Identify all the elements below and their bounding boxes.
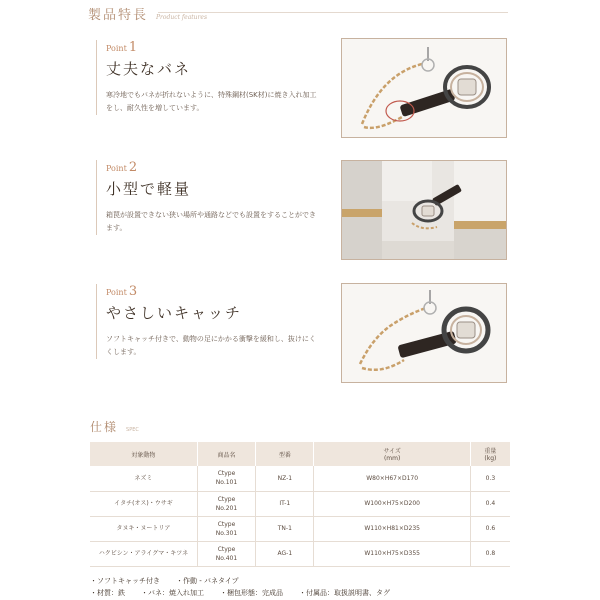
point-1-label <box>106 40 326 55</box>
note-soft-catch: ・ソフトキャッチ付き <box>90 577 160 585</box>
header-product: 商品名 <box>197 442 255 466</box>
cell-weight: 0.8 <box>470 541 510 566</box>
point-3-description: ソフトキャッチ付きで、動物の足にかかる衝撃を緩和し、抜けにくくします。 <box>106 335 316 356</box>
cell-product <box>197 541 255 566</box>
trap-soft-catch-image <box>342 284 507 383</box>
header-size-label: サイズ <box>383 448 401 455</box>
point-2-label <box>106 160 326 175</box>
cell-model: AG-1 <box>256 541 314 566</box>
cell-product-no: No.101 <box>215 479 238 487</box>
point-2-label-text: Point <box>106 164 127 173</box>
cell-model: IT-1 <box>256 491 314 516</box>
note-spring: ・バネ：焼入れ加工 <box>141 589 204 597</box>
note-packaging: ・梱包形態：完成品 <box>220 589 283 597</box>
header-weight-label: 重量 <box>484 448 497 455</box>
cell-target: イタチ(オス)・ウサギ <box>90 491 197 516</box>
point-3-photo <box>341 283 507 383</box>
header-size-unit: (mm) <box>383 455 401 462</box>
point-1 <box>96 40 326 115</box>
spec-table <box>90 442 510 567</box>
point-1-label-text: Point <box>106 44 127 53</box>
notes-row-1 <box>90 575 390 587</box>
header-size <box>314 442 470 466</box>
note-accessories: ・付属品：取扱説明書、タグ <box>299 589 390 597</box>
point-3-label <box>106 284 326 299</box>
point-2-photo <box>341 160 507 260</box>
cell-target: ネズミ <box>90 466 197 491</box>
cell-product <box>197 516 255 541</box>
header-model: 型番 <box>256 442 314 466</box>
table-row <box>90 541 510 566</box>
point-2-title: 小型で軽量 <box>106 180 192 198</box>
trap-in-narrow-space-image <box>342 161 507 260</box>
cell-size: W110×H75×D355 <box>314 541 470 566</box>
cell-product-no: No.201 <box>215 504 238 512</box>
note-material: ・材質：鉄 <box>90 589 125 597</box>
cell-size: W110×H81×D235 <box>314 516 470 541</box>
cell-product-type: Ctype <box>217 545 236 553</box>
note-action: ・作動 - バネタイプ <box>176 577 239 585</box>
features-heading-en: Product features <box>156 14 208 21</box>
cell-model: NZ-1 <box>256 466 314 491</box>
features-heading <box>88 4 207 23</box>
cell-product-no: No.301 <box>215 529 238 537</box>
header-weight-unit: (kg) <box>484 455 497 462</box>
cell-product-no: No.401 <box>215 554 238 562</box>
table-row <box>90 466 510 491</box>
cell-size: W80×H67×D170 <box>314 466 470 491</box>
spec-heading <box>90 418 139 435</box>
point-2-number: 2 <box>128 160 138 175</box>
notes-row-2 <box>90 587 390 599</box>
table-header-row <box>90 442 510 466</box>
cell-weight: 0.3 <box>470 466 510 491</box>
point-3-number: 3 <box>128 284 138 299</box>
spec-heading-jp: 仕様 <box>90 420 119 434</box>
features-heading-jp: 製品特長 <box>88 8 149 23</box>
point-3-title: やさしいキャッチ <box>106 304 243 322</box>
point-3 <box>96 284 326 359</box>
heading-divider <box>158 12 508 13</box>
point-1-description: 寒冷地でもバネが折れないように、特殊鋼材(SK材)に焼き入れ加工をし、耐久性を増しています。 <box>106 91 317 112</box>
point-1-title: 丈夫なバネ <box>106 60 192 78</box>
table-row <box>90 516 510 541</box>
point-1-photo <box>341 38 507 138</box>
cell-product-type: Ctype <box>217 470 236 478</box>
cell-target: ハクビシン・アライグマ・キツネ <box>90 541 197 566</box>
cell-product-type: Ctype <box>217 495 236 503</box>
spec-heading-en: SPEC <box>126 427 139 433</box>
header-weight <box>470 442 510 466</box>
point-2-description: 箱罠が設置できない狭い場所や通路などでも設置をすることができます。 <box>106 211 316 232</box>
point-3-label-text: Point <box>106 288 127 297</box>
cell-weight: 0.4 <box>470 491 510 516</box>
cell-product <box>197 491 255 516</box>
cell-model: TN-1 <box>256 516 314 541</box>
header-target: 対象動物 <box>90 442 197 466</box>
cell-product-type: Ctype <box>217 520 236 528</box>
table-row <box>90 491 510 516</box>
point-1-number: 1 <box>128 40 138 55</box>
cell-target: タヌキ・ヌートリア <box>90 516 197 541</box>
trap-chain-image <box>342 39 507 138</box>
point-2 <box>96 160 326 235</box>
cell-product <box>197 466 255 491</box>
cell-weight: 0.6 <box>470 516 510 541</box>
cell-size: W100×H75×D200 <box>314 491 470 516</box>
spec-notes <box>90 575 390 599</box>
